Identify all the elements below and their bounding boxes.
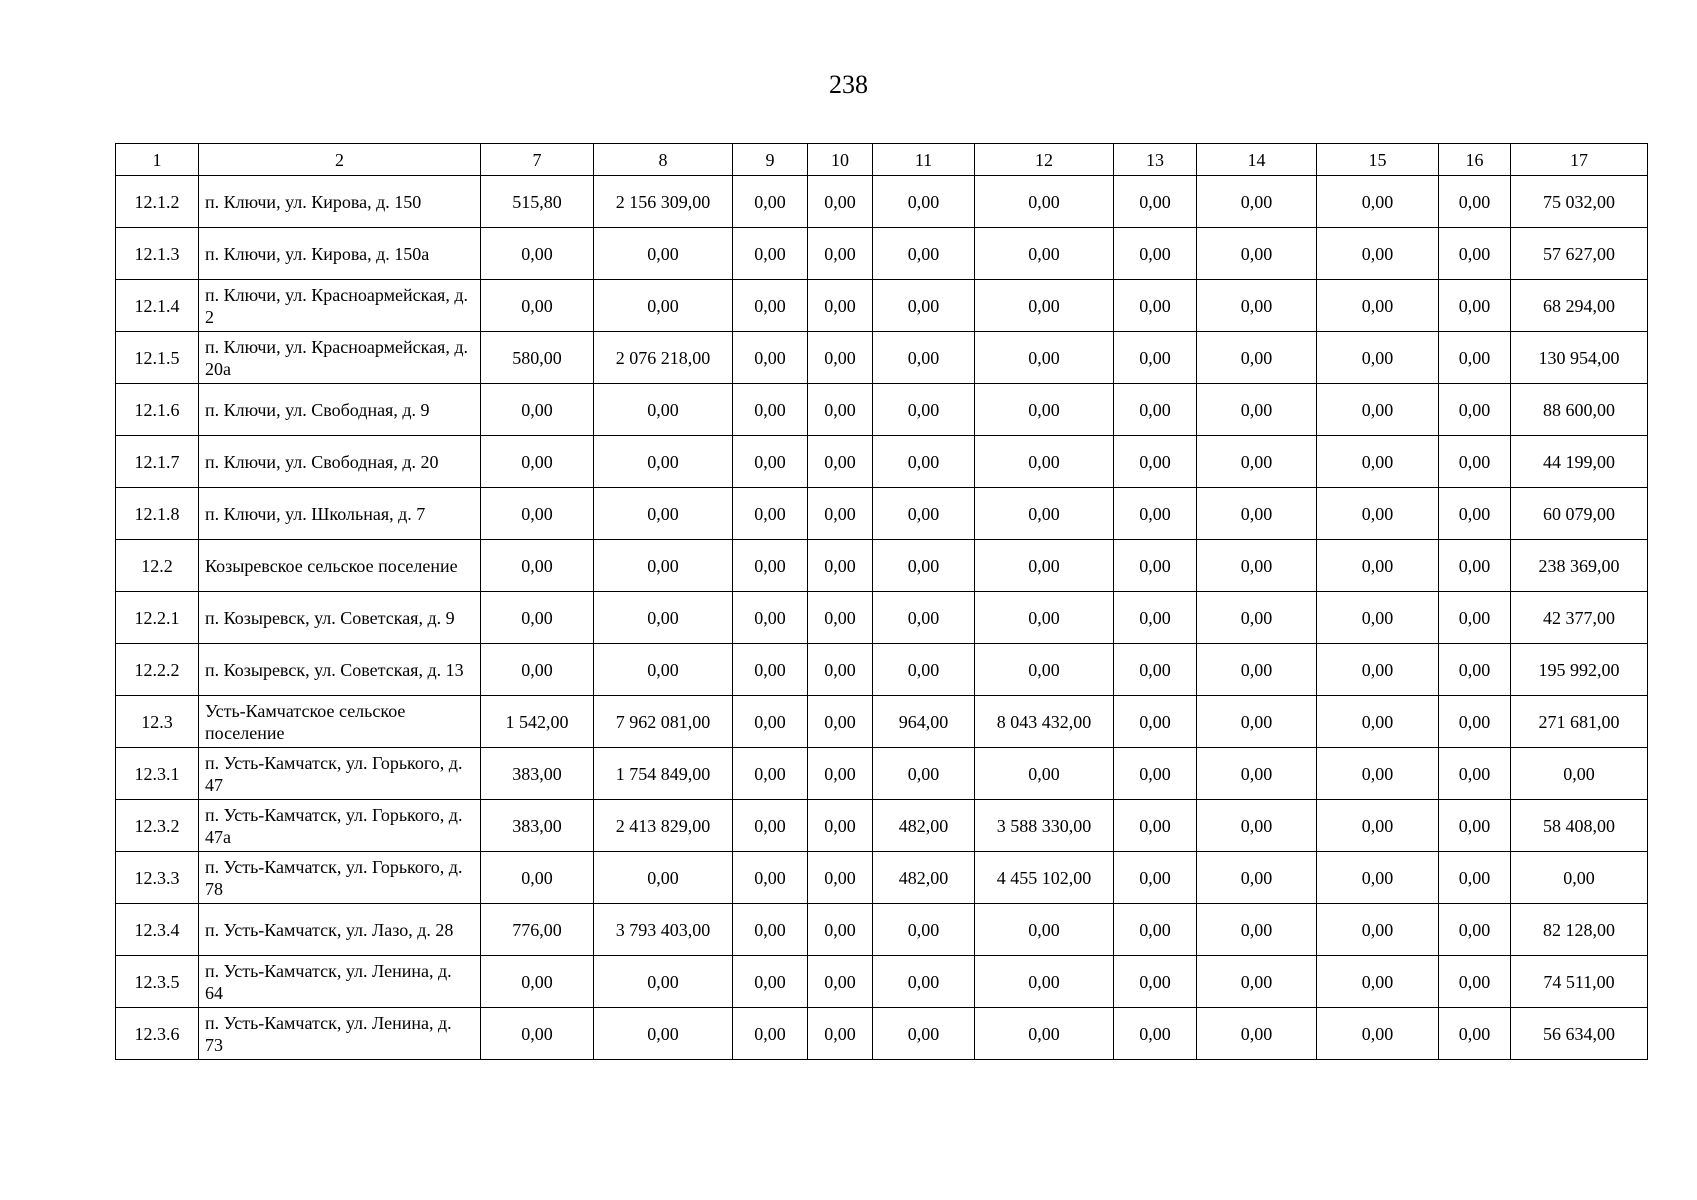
row-value: 580,00: [481, 332, 594, 384]
row-value: 2 156 309,00: [594, 176, 733, 228]
row-value: 0,00: [594, 592, 733, 644]
row-value: 0,00: [873, 540, 975, 592]
row-value: 0,00: [733, 592, 808, 644]
row-value: 0,00: [481, 436, 594, 488]
row-value: 0,00: [594, 956, 733, 1008]
row-value: 0,00: [1439, 696, 1511, 748]
column-header: 8: [594, 144, 733, 176]
row-value: 0,00: [733, 332, 808, 384]
row-value: 383,00: [481, 748, 594, 800]
column-header: 10: [808, 144, 873, 176]
row-value: 0,00: [808, 280, 873, 332]
row-value: 0,00: [1317, 228, 1439, 280]
row-value: 0,00: [733, 644, 808, 696]
row-value: 0,00: [594, 228, 733, 280]
row-value: 0,00: [1114, 1008, 1197, 1060]
row-value: 130 954,00: [1511, 332, 1648, 384]
column-header: 11: [873, 144, 975, 176]
column-header: 1: [116, 144, 199, 176]
row-value: 0,00: [1317, 384, 1439, 436]
row-value: 0,00: [975, 644, 1114, 696]
row-value: 60 079,00: [1511, 488, 1648, 540]
table-row: [116, 592, 1648, 644]
row-number: 12.1.4: [116, 280, 199, 332]
row-value: 0,00: [1114, 384, 1197, 436]
row-value: 0,00: [733, 280, 808, 332]
row-value: 0,00: [808, 488, 873, 540]
row-value: 0,00: [1439, 1008, 1511, 1060]
row-address: п. Козыревск, ул. Советская, д. 13: [199, 644, 481, 696]
row-value: 0,00: [1197, 800, 1317, 852]
row-value: 0,00: [1439, 280, 1511, 332]
table-row: [116, 436, 1648, 488]
row-value: 0,00: [873, 488, 975, 540]
row-value: 0,00: [1317, 904, 1439, 956]
row-address: п. Ключи, ул. Кирова, д. 150а: [199, 228, 481, 280]
row-value: 0,00: [1114, 592, 1197, 644]
row-value: 0,00: [481, 956, 594, 1008]
row-value: 75 032,00: [1511, 176, 1648, 228]
row-value: 0,00: [873, 332, 975, 384]
row-value: 0,00: [1317, 748, 1439, 800]
column-header: 16: [1439, 144, 1511, 176]
row-number: 12.2.1: [116, 592, 199, 644]
row-number: 12.1.2: [116, 176, 199, 228]
row-address: п. Усть-Камчатск, ул. Горького, д. 47а: [199, 800, 481, 852]
row-value: 0,00: [733, 1008, 808, 1060]
table-row: [116, 280, 1648, 332]
row-value: 0,00: [1197, 436, 1317, 488]
row-value: 0,00: [733, 540, 808, 592]
table-row: [116, 800, 1648, 852]
row-value: 0,00: [808, 956, 873, 1008]
row-value: 0,00: [873, 228, 975, 280]
row-address: п. Ключи, ул. Свободная, д. 20: [199, 436, 481, 488]
row-value: 0,00: [808, 1008, 873, 1060]
row-value: 0,00: [733, 800, 808, 852]
row-value: 0,00: [1317, 956, 1439, 1008]
column-header: 15: [1317, 144, 1439, 176]
row-value: 0,00: [975, 280, 1114, 332]
row-address: Усть-Камчатское сельское поселение: [199, 696, 481, 748]
row-number: 12.3: [116, 696, 199, 748]
table-header-row: [116, 144, 1648, 176]
row-value: 2 413 829,00: [594, 800, 733, 852]
row-value: 0,00: [1197, 384, 1317, 436]
row-value: 0,00: [975, 540, 1114, 592]
row-number: 12.1.6: [116, 384, 199, 436]
row-value: 0,00: [1317, 592, 1439, 644]
row-value: 0,00: [975, 332, 1114, 384]
row-value: 482,00: [873, 800, 975, 852]
row-value: 0,00: [1114, 748, 1197, 800]
row-value: 7 962 081,00: [594, 696, 733, 748]
column-header: 2: [199, 144, 481, 176]
row-value: 0,00: [808, 592, 873, 644]
row-value: 0,00: [873, 436, 975, 488]
row-value: 0,00: [808, 332, 873, 384]
row-number: 12.3.1: [116, 748, 199, 800]
row-value: 0,00: [594, 436, 733, 488]
table-row: [116, 384, 1648, 436]
row-value: 0,00: [733, 436, 808, 488]
row-value: 0,00: [1114, 852, 1197, 904]
row-value: 0,00: [733, 384, 808, 436]
row-value: 0,00: [594, 384, 733, 436]
row-value: 0,00: [975, 592, 1114, 644]
row-value: 0,00: [808, 748, 873, 800]
row-value: 0,00: [873, 1008, 975, 1060]
row-address: п. Усть-Камчатск, ул. Горького, д. 47: [199, 748, 481, 800]
row-value: 0,00: [1439, 748, 1511, 800]
row-value: 0,00: [1197, 696, 1317, 748]
row-value: 195 992,00: [1511, 644, 1648, 696]
row-number: 12.1.7: [116, 436, 199, 488]
row-address: Козыревское сельское поселение: [199, 540, 481, 592]
row-value: 238 369,00: [1511, 540, 1648, 592]
row-number: 12.3.6: [116, 1008, 199, 1060]
row-value: 74 511,00: [1511, 956, 1648, 1008]
row-value: 0,00: [808, 644, 873, 696]
row-value: 0,00: [594, 644, 733, 696]
row-value: 57 627,00: [1511, 228, 1648, 280]
row-value: 0,00: [1197, 176, 1317, 228]
row-value: 0,00: [1197, 540, 1317, 592]
row-value: 0,00: [481, 384, 594, 436]
row-value: 0,00: [873, 904, 975, 956]
row-value: 0,00: [481, 644, 594, 696]
row-value: 0,00: [808, 540, 873, 592]
row-value: 0,00: [594, 1008, 733, 1060]
row-value: 8 043 432,00: [975, 696, 1114, 748]
row-value: 0,00: [1197, 228, 1317, 280]
row-value: 56 634,00: [1511, 1008, 1648, 1060]
row-value: 482,00: [873, 852, 975, 904]
row-value: 0,00: [1317, 176, 1439, 228]
row-value: 0,00: [1114, 644, 1197, 696]
row-value: 0,00: [1114, 280, 1197, 332]
row-address: п. Усть-Камчатск, ул. Ленина, д. 64: [199, 956, 481, 1008]
row-value: 0,00: [481, 488, 594, 540]
row-value: 0,00: [1317, 332, 1439, 384]
row-value: 0,00: [808, 696, 873, 748]
row-value: 0,00: [975, 748, 1114, 800]
table-row: [116, 228, 1648, 280]
row-value: 0,00: [594, 280, 733, 332]
row-address: п. Ключи, ул. Кирова, д. 150: [199, 176, 481, 228]
row-value: 0,00: [975, 1008, 1114, 1060]
row-number: 12.2: [116, 540, 199, 592]
row-value: 0,00: [733, 228, 808, 280]
row-value: 0,00: [873, 280, 975, 332]
row-value: 0,00: [1439, 800, 1511, 852]
table-row: [116, 488, 1648, 540]
table-row: [116, 540, 1648, 592]
row-value: 0,00: [481, 1008, 594, 1060]
column-header: 13: [1114, 144, 1197, 176]
row-value: 0,00: [733, 748, 808, 800]
row-value: 0,00: [1114, 696, 1197, 748]
row-value: 0,00: [1114, 176, 1197, 228]
row-value: 0,00: [1114, 332, 1197, 384]
row-value: 0,00: [1197, 852, 1317, 904]
row-value: 0,00: [1197, 280, 1317, 332]
row-address: п. Ключи, ул. Красноармейская, д. 2: [199, 280, 481, 332]
row-value: 0,00: [1439, 644, 1511, 696]
row-number: 12.1.5: [116, 332, 199, 384]
row-value: 0,00: [1511, 852, 1648, 904]
row-value: 0,00: [1439, 384, 1511, 436]
row-address: п. Ключи, ул. Школьная, д. 7: [199, 488, 481, 540]
row-value: 42 377,00: [1511, 592, 1648, 644]
row-value: 0,00: [975, 904, 1114, 956]
row-value: 0,00: [1317, 852, 1439, 904]
row-number: 12.3.5: [116, 956, 199, 1008]
row-value: 0,00: [1317, 1008, 1439, 1060]
row-value: 0,00: [1114, 956, 1197, 1008]
row-address: п. Усть-Камчатск, ул. Горького, д. 78: [199, 852, 481, 904]
row-value: 0,00: [873, 592, 975, 644]
row-value: 1 542,00: [481, 696, 594, 748]
row-value: 271 681,00: [1511, 696, 1648, 748]
row-value: 0,00: [975, 176, 1114, 228]
table-row: [116, 644, 1648, 696]
row-value: 2 076 218,00: [594, 332, 733, 384]
row-value: 0,00: [1439, 176, 1511, 228]
row-number: 12.2.2: [116, 644, 199, 696]
row-value: 0,00: [1114, 488, 1197, 540]
row-value: 0,00: [873, 176, 975, 228]
table-row: [116, 904, 1648, 956]
row-value: 0,00: [733, 956, 808, 1008]
row-value: 1 754 849,00: [594, 748, 733, 800]
table-row: [116, 852, 1648, 904]
row-value: 0,00: [1439, 540, 1511, 592]
row-value: 383,00: [481, 800, 594, 852]
row-value: 0,00: [733, 904, 808, 956]
row-value: 0,00: [594, 852, 733, 904]
row-value: 0,00: [594, 488, 733, 540]
row-value: 0,00: [1317, 696, 1439, 748]
row-value: 0,00: [808, 384, 873, 436]
row-value: 0,00: [975, 956, 1114, 1008]
row-address: п. Ключи, ул. Свободная, д. 9: [199, 384, 481, 436]
row-value: 68 294,00: [1511, 280, 1648, 332]
row-value: 0,00: [1317, 800, 1439, 852]
data-table: [115, 143, 1648, 1060]
column-header: 7: [481, 144, 594, 176]
row-value: 0,00: [873, 748, 975, 800]
row-number: 12.1.3: [116, 228, 199, 280]
row-value: 0,00: [594, 540, 733, 592]
column-header: 12: [975, 144, 1114, 176]
row-value: 515,80: [481, 176, 594, 228]
row-value: 0,00: [873, 956, 975, 1008]
row-value: 0,00: [1197, 904, 1317, 956]
row-number: 12.3.3: [116, 852, 199, 904]
row-value: 0,00: [975, 488, 1114, 540]
table-row: [116, 748, 1648, 800]
row-value: 0,00: [1197, 332, 1317, 384]
row-value: 0,00: [808, 228, 873, 280]
row-value: 0,00: [1439, 852, 1511, 904]
row-value: 0,00: [1114, 904, 1197, 956]
row-value: 0,00: [873, 644, 975, 696]
row-value: 0,00: [481, 228, 594, 280]
row-value: 0,00: [1197, 644, 1317, 696]
row-value: 0,00: [1114, 436, 1197, 488]
table-row: [116, 956, 1648, 1008]
row-value: 0,00: [481, 280, 594, 332]
row-value: 0,00: [1197, 748, 1317, 800]
row-value: 0,00: [733, 852, 808, 904]
row-value: 4 455 102,00: [975, 852, 1114, 904]
row-value: 3 588 330,00: [975, 800, 1114, 852]
row-value: 0,00: [481, 592, 594, 644]
row-value: 0,00: [481, 852, 594, 904]
row-value: 0,00: [1114, 800, 1197, 852]
table-row: [116, 332, 1648, 384]
row-address: п. Ключи, ул. Красноармейская, д. 20а: [199, 332, 481, 384]
row-value: 0,00: [808, 176, 873, 228]
row-value: 0,00: [1439, 332, 1511, 384]
row-number: 12.1.8: [116, 488, 199, 540]
row-value: 0,00: [733, 488, 808, 540]
row-value: 82 128,00: [1511, 904, 1648, 956]
row-value: 0,00: [975, 436, 1114, 488]
row-value: 0,00: [1317, 540, 1439, 592]
row-value: 0,00: [1439, 956, 1511, 1008]
row-value: 0,00: [1114, 228, 1197, 280]
row-value: 0,00: [1114, 540, 1197, 592]
row-value: 0,00: [808, 904, 873, 956]
column-header: 14: [1197, 144, 1317, 176]
row-address: п. Усть-Камчатск, ул. Ленина, д. 73: [199, 1008, 481, 1060]
page-number: 238: [829, 70, 868, 99]
row-value: 0,00: [873, 384, 975, 436]
row-value: 0,00: [733, 176, 808, 228]
row-value: 0,00: [1317, 436, 1439, 488]
row-value: 0,00: [975, 384, 1114, 436]
row-value: 0,00: [808, 436, 873, 488]
row-number: 12.3.2: [116, 800, 199, 852]
row-address: п. Усть-Камчатск, ул. Лазо, д. 28: [199, 904, 481, 956]
row-value: 58 408,00: [1511, 800, 1648, 852]
row-value: 0,00: [1197, 956, 1317, 1008]
table-row: [116, 696, 1648, 748]
row-value: 0,00: [1197, 1008, 1317, 1060]
row-value: 0,00: [1197, 488, 1317, 540]
row-value: 0,00: [1511, 748, 1648, 800]
row-value: 0,00: [975, 228, 1114, 280]
row-value: 0,00: [481, 540, 594, 592]
row-value: 0,00: [733, 696, 808, 748]
row-value: 0,00: [808, 800, 873, 852]
row-value: 0,00: [1317, 488, 1439, 540]
row-value: 776,00: [481, 904, 594, 956]
row-value: 0,00: [1197, 592, 1317, 644]
row-address: п. Козыревск, ул. Советская, д. 9: [199, 592, 481, 644]
row-value: 0,00: [1439, 904, 1511, 956]
row-value: 44 199,00: [1511, 436, 1648, 488]
row-value: 0,00: [1317, 644, 1439, 696]
table-row: [116, 1008, 1648, 1060]
row-value: 964,00: [873, 696, 975, 748]
column-header: 9: [733, 144, 808, 176]
row-value: 0,00: [1439, 436, 1511, 488]
column-header: 17: [1511, 144, 1648, 176]
row-value: 88 600,00: [1511, 384, 1648, 436]
row-value: 0,00: [1439, 488, 1511, 540]
table-body: [116, 144, 1648, 1060]
row-value: 0,00: [1439, 228, 1511, 280]
row-value: 0,00: [1317, 280, 1439, 332]
row-value: 0,00: [808, 852, 873, 904]
table-row: [116, 176, 1648, 228]
row-value: 3 793 403,00: [594, 904, 733, 956]
row-value: 0,00: [1439, 592, 1511, 644]
row-number: 12.3.4: [116, 904, 199, 956]
